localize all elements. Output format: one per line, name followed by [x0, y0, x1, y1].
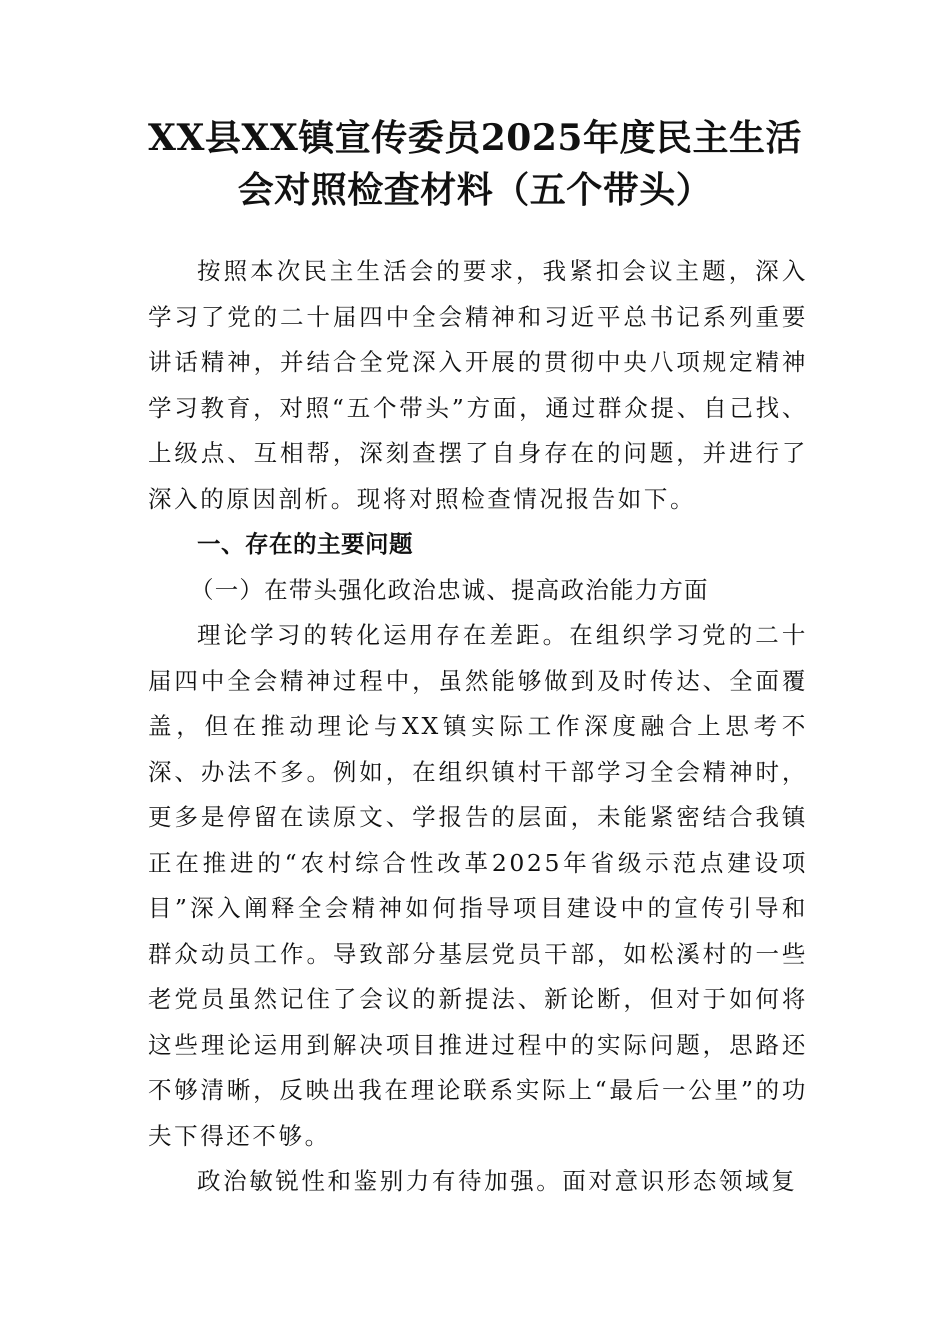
subsection-heading: （一）在带头强化政治忠诚、提高政治能力方面 — [190, 575, 709, 604]
document-body — [148, 249, 808, 1205]
intro-paragraph: 按照本次民主生活会的要求，我紧扣会议主题，深入学习了党的二十届四中全会精神和习近平总书记系列重要讲话精神，并结合全党深入开展的贯彻中央八项规定精神学习教育，对照“五个带头”方面，通过群众提、自己找、上级点、互相帮，深刻查摆了自身存在的问题，并进行了深入的原因剖析。现将对照检查情况报告如下。 — [148, 257, 808, 513]
title-line-2: 会对照检查材料（五个带头） — [237, 169, 713, 211]
body-paragraph: 政治敏锐性和鉴别力有待加强。面对意识形态领域复 — [197, 1167, 798, 1195]
title-line-1: XX县XX镇宣传委员2025年度民主生活 — [148, 117, 802, 159]
body-paragraph: 理论学习的转化运用存在差距。在组织学习党的二十届四中全会精神过程中，虽然能够做到及时传达、全面覆盖，但在推动理论与XX镇实际工作深度融合上思考不深、办法不多。例如，在组织镇村干部学习全会精神时，更多是停留在读原文、学报告的层面，未能紧密结合我镇正在推进的“农村综合性改革2025年省级示范点建设项目”深入阐释全会精神如何指导项目建设中的宣传引导和群众动员工作。导致部分基层党员干部，如松溪村的一些老党员虽然记住了会议的新提法、新论断，但对于如何将这些理论运用到解决项目推进过程中的实际问题，思路还不够清晰，反映出我在理论联系实际上“最后一公里”的功夫下得还不够。 — [148, 621, 808, 1150]
document-title — [130, 112, 820, 216]
section-heading: 一、存在的主要问题 — [197, 530, 413, 558]
